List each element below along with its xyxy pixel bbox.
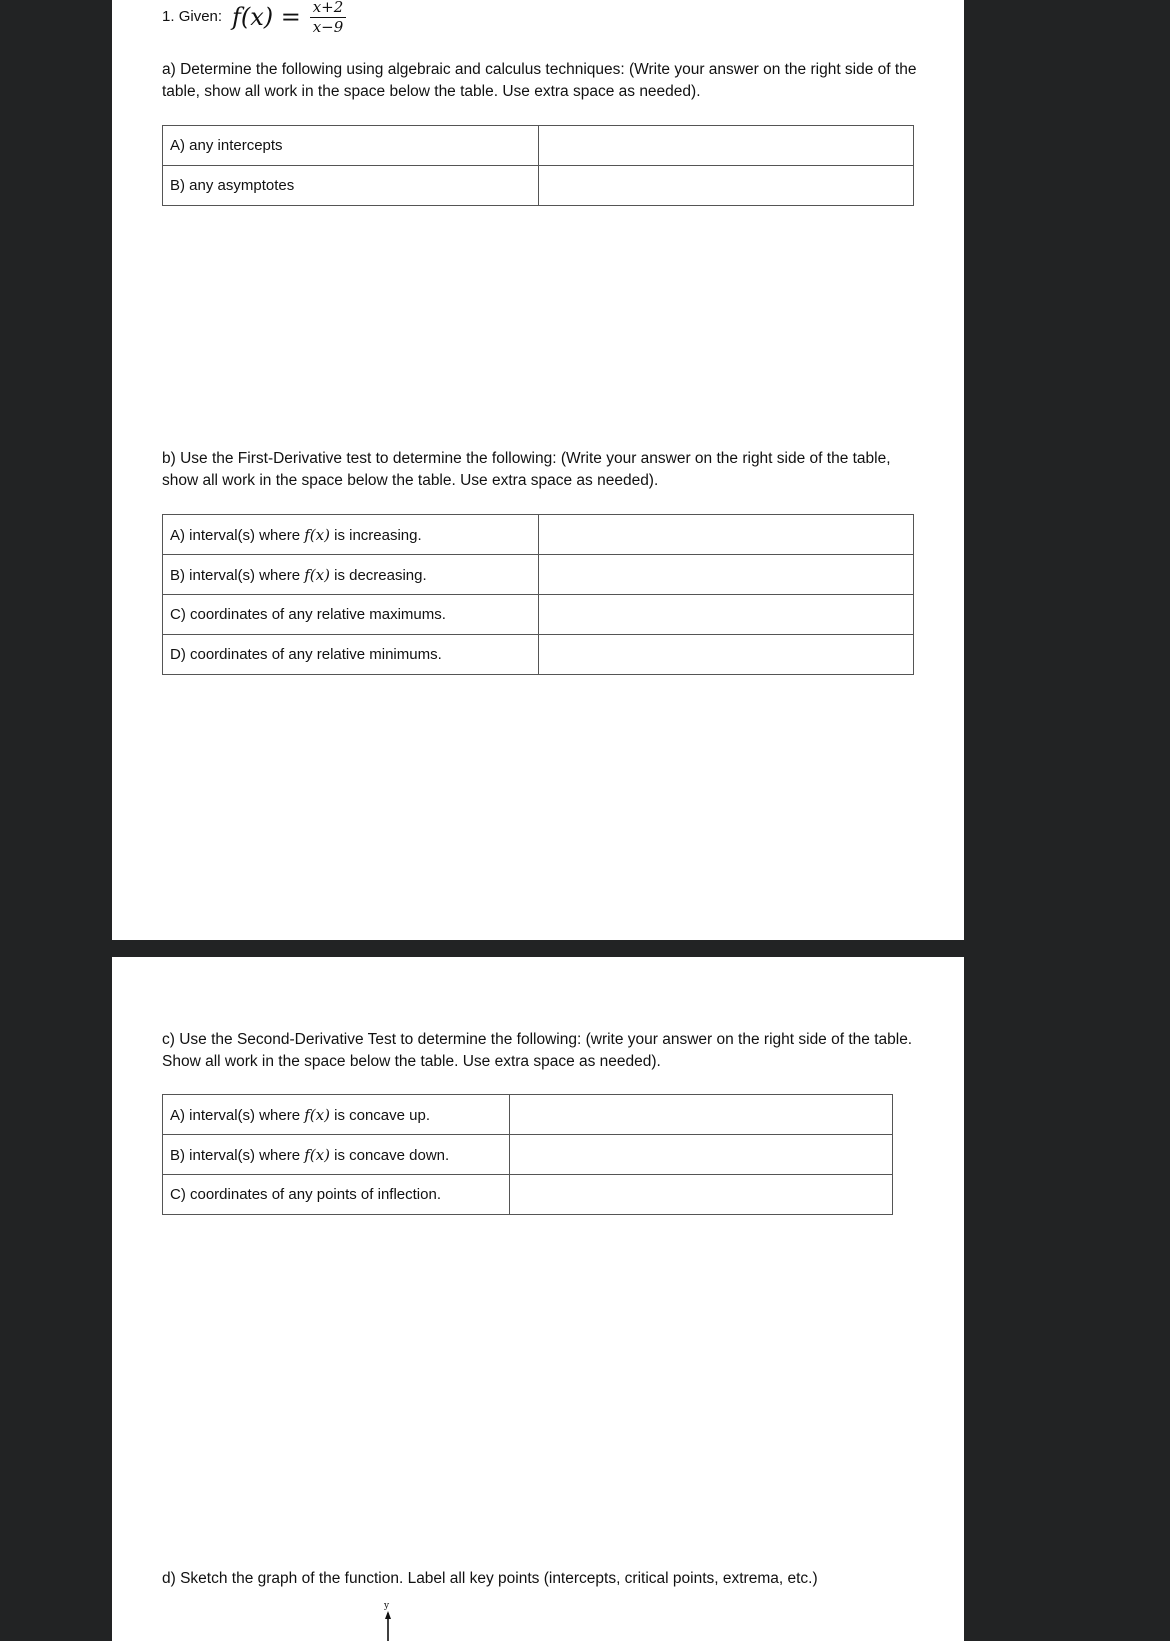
worksheet-page-1	[112, 0, 964, 940]
row-label: D) coordinates of any relative minimums.	[163, 635, 539, 675]
table-row	[163, 555, 914, 595]
fx-symbol: f(x)	[304, 1105, 330, 1124]
table-row	[163, 1175, 893, 1215]
row-label: A) interval(s) where f(x) is concave up.	[163, 1095, 510, 1135]
table-row	[163, 595, 914, 635]
answer-cell[interactable]	[510, 1095, 893, 1135]
fx-symbol: f(x)	[304, 1145, 330, 1164]
answer-cell[interactable]	[539, 555, 914, 595]
table-row	[163, 635, 914, 675]
row-label: B) interval(s) where f(x) is concave down.	[163, 1135, 510, 1175]
fx-symbol: f(x)	[304, 565, 330, 584]
row-label: A) any intercepts	[163, 126, 539, 166]
answer-cell[interactable]	[539, 166, 914, 206]
answer-cell[interactable]	[539, 515, 914, 555]
part-c-instructions: c) Use the Second-Derivative Test to determine the following: (write your answer on the right side of the table. Show all work in the space below the table. Use extra space as needed).	[162, 1031, 913, 1070]
row-label: C) coordinates of any points of inflection.	[163, 1175, 510, 1215]
function-numerator: x+2	[312, 0, 344, 16]
fx-symbol: f(x)	[304, 525, 330, 544]
answer-cell[interactable]	[539, 126, 914, 166]
row-label: C) coordinates of any relative maximums.	[163, 595, 539, 635]
y-axis-arrowhead-icon	[385, 1611, 391, 1619]
answer-cell[interactable]	[510, 1175, 893, 1215]
function-denominator: x−9	[312, 18, 344, 36]
answer-cell[interactable]	[539, 635, 914, 675]
part-a-table	[162, 125, 914, 206]
part-a-instructions: a) Determine the following using algebraic and calculus techniques: (Write your answer on the right side of the table, show all work in the space below the table. Use extra space as needed).	[162, 61, 917, 100]
table-row	[163, 1095, 893, 1135]
part-b-instructions: b) Use the First-Derivative test to determine the following: (Write your answer on the right side of the table, show all work in the space below the table. Use extra space as needed).	[162, 450, 891, 489]
function-fraction	[310, 0, 346, 35]
table-row	[163, 1135, 893, 1175]
part-d-instructions: d) Sketch the graph of the function. Label all key points (intercepts, critical points, extrema, etc.)	[162, 1570, 818, 1587]
worksheet-page-2	[112, 957, 964, 1641]
table-row	[163, 126, 914, 166]
row-label: B) interval(s) where f(x) is decreasing.	[163, 555, 539, 595]
table-row	[163, 515, 914, 555]
row-label: B) any asymptotes	[163, 166, 539, 206]
y-axis-arrow	[380, 1599, 396, 1641]
question-number: 1. Given:	[162, 8, 223, 25]
y-axis-label: y	[384, 1601, 390, 1611]
answer-cell[interactable]	[539, 595, 914, 635]
table-row	[163, 166, 914, 206]
function-lhs: f(x) =	[232, 3, 301, 31]
row-label: A) interval(s) where f(x) is increasing.	[163, 515, 539, 555]
part-b-table	[162, 514, 914, 675]
answer-cell[interactable]	[510, 1135, 893, 1175]
part-c-table	[162, 1094, 893, 1215]
